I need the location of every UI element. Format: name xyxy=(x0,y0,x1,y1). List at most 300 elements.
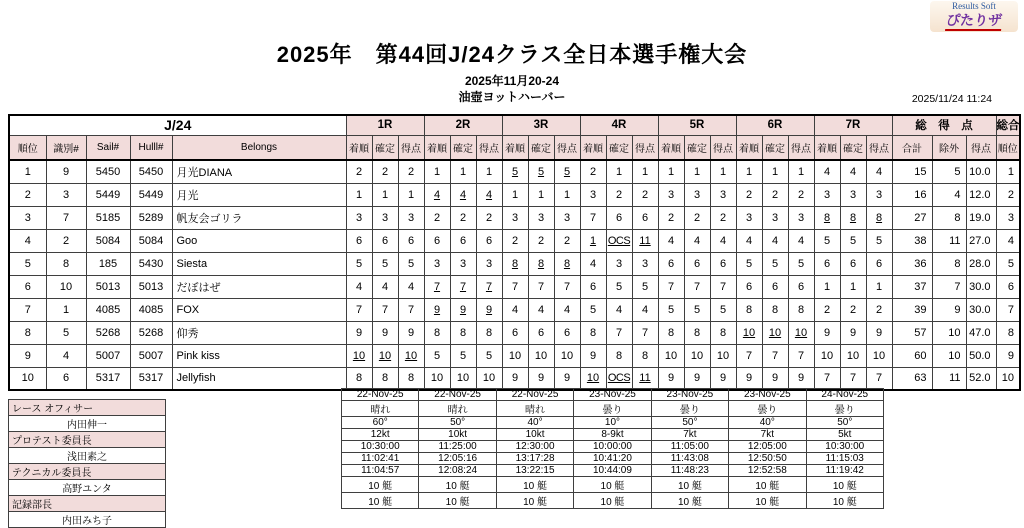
last-finish-cell: 12:08:24 xyxy=(419,465,496,477)
race-subheader-1: 確定 xyxy=(840,135,866,160)
logo-product-text: ぴたりザ xyxy=(945,12,1003,31)
race-7-points: 5 xyxy=(866,229,892,252)
race-5-finish: 1 xyxy=(658,160,684,183)
id-cell: 2 xyxy=(46,229,86,252)
race-2-confirmed: 7 xyxy=(450,275,476,298)
net-points-cell: 52.0 xyxy=(966,367,996,390)
officials-table xyxy=(8,399,166,528)
race-6-points: 10 xyxy=(788,321,814,344)
start-time-cell: 12:30:00 xyxy=(496,441,573,453)
race-2-finish: 6 xyxy=(424,229,450,252)
race-7-points: 8 xyxy=(866,206,892,229)
race-7-finish: 6 xyxy=(814,252,840,275)
race-header-1R: 1R xyxy=(346,115,424,135)
race-3-confirmed: 10 xyxy=(528,344,554,367)
date-cell: 22-Nov-25 xyxy=(419,389,496,401)
sail-cell: 5013 xyxy=(86,275,130,298)
race-2-confirmed: 4 xyxy=(450,183,476,206)
logo-brand-text: Results Soft xyxy=(952,1,996,11)
race-6-confirmed: 1 xyxy=(762,160,788,183)
race-7-confirmed: 1 xyxy=(840,275,866,298)
race-subheader-1: 確定 xyxy=(450,135,476,160)
race-2-finish: 4 xyxy=(424,183,450,206)
race-6-finish: 6 xyxy=(736,275,762,298)
race-3-points: 7 xyxy=(554,275,580,298)
race-2-confirmed: 10 xyxy=(450,367,476,390)
race-1-confirmed: 4 xyxy=(372,275,398,298)
start-time-cell: 12:05:00 xyxy=(729,441,806,453)
race-4-points: 3 xyxy=(632,252,658,275)
race-2-confirmed: 6 xyxy=(450,229,476,252)
race-6-finish: 9 xyxy=(736,367,762,390)
race-3-finish: 3 xyxy=(502,206,528,229)
race-3-confirmed: 6 xyxy=(528,321,554,344)
total-cell: 39 xyxy=(892,298,932,321)
race-7-confirmed: 10 xyxy=(840,344,866,367)
official-name-cell: 高野ユンタ xyxy=(9,480,166,496)
total-cell: 57 xyxy=(892,321,932,344)
overall-rank-cell: 2 xyxy=(996,183,1020,206)
race-7-finish: 8 xyxy=(814,206,840,229)
total-subheader-2: 得点 xyxy=(966,135,996,160)
wind-direction-cell: 10° xyxy=(574,417,651,429)
id-cell: 3 xyxy=(46,183,86,206)
race-1-finish: 2 xyxy=(346,160,372,183)
race-7-points: 3 xyxy=(866,183,892,206)
rank-cell: 1 xyxy=(9,160,46,183)
race-5-finish: 2 xyxy=(658,206,684,229)
weather-cell: 曇り xyxy=(651,401,728,417)
first-finish-cell: 11:02:41 xyxy=(342,453,419,465)
overall-rank-cell: 5 xyxy=(996,252,1020,275)
official-title-row xyxy=(9,432,166,448)
race-subheader-2: 得点 xyxy=(398,135,424,160)
official-title-cell: 記録部長 xyxy=(9,496,166,512)
race-1-confirmed: 3 xyxy=(372,206,398,229)
belongs-cell: 月光 xyxy=(172,183,346,206)
race-4-finish: 8 xyxy=(580,321,606,344)
race-4-points: 4 xyxy=(632,298,658,321)
race-2-points: 9 xyxy=(476,298,502,321)
result-row xyxy=(9,321,1020,344)
race-5-confirmed: 2 xyxy=(684,206,710,229)
weather-cell: 晴れ xyxy=(342,401,419,417)
race-5-points: 10 xyxy=(710,344,736,367)
belongs-cell: 帆友会ゴリラ xyxy=(172,206,346,229)
total-cell: 27 xyxy=(892,206,932,229)
wind-direction-cell: 50° xyxy=(651,417,728,429)
race-6-finish: 5 xyxy=(736,252,762,275)
race-1-points: 5 xyxy=(398,252,424,275)
net-points-cell: 12.0 xyxy=(966,183,996,206)
race-1-confirmed: 7 xyxy=(372,298,398,321)
race-7-confirmed: 2 xyxy=(840,298,866,321)
race-5-finish: 9 xyxy=(658,367,684,390)
rank-cell: 8 xyxy=(9,321,46,344)
total-subheader-1: 除外 xyxy=(932,135,966,160)
race-2-points: 3 xyxy=(476,252,502,275)
race-subheader-2: 得点 xyxy=(788,135,814,160)
race-3-finish: 4 xyxy=(502,298,528,321)
first-finish-cell: 11:43:08 xyxy=(651,453,728,465)
race-7-finish: 4 xyxy=(814,160,840,183)
wind-direction-row xyxy=(342,417,884,429)
finishers-cell: 10 艇 xyxy=(342,493,419,509)
id-cell: 9 xyxy=(46,160,86,183)
official-title-cell: プロテスト委員長 xyxy=(9,432,166,448)
race-7-points: 1 xyxy=(866,275,892,298)
race-4-finish: 7 xyxy=(580,206,606,229)
race-1-confirmed: 10 xyxy=(372,344,398,367)
race-4-finish: 4 xyxy=(580,252,606,275)
race-6-confirmed: 7 xyxy=(762,344,788,367)
date-cell: 22-Nov-25 xyxy=(496,389,573,401)
race-4-confirmed: 7 xyxy=(606,321,632,344)
sail-cell: 5317 xyxy=(86,367,130,390)
race-7-confirmed: 5 xyxy=(840,229,866,252)
result-row xyxy=(9,183,1020,206)
race-3-confirmed: 1 xyxy=(528,183,554,206)
last-finish-cell: 11:19:42 xyxy=(806,465,883,477)
result-row xyxy=(9,160,1020,183)
total-cell: 38 xyxy=(892,229,932,252)
race-3-confirmed: 4 xyxy=(528,298,554,321)
start-time-cell: 10:00:00 xyxy=(574,441,651,453)
race-5-confirmed: 9 xyxy=(684,367,710,390)
race-4-confirmed: OCS xyxy=(606,229,632,252)
results-header-row-2 xyxy=(9,135,1020,160)
overall-rank-cell: 6 xyxy=(996,275,1020,298)
race-1-points: 4 xyxy=(398,275,424,298)
race-5-confirmed: 1 xyxy=(684,160,710,183)
race-6-points: 4 xyxy=(788,229,814,252)
race-2-points: 2 xyxy=(476,206,502,229)
race-5-confirmed: 7 xyxy=(684,275,710,298)
race-3-confirmed: 2 xyxy=(528,229,554,252)
race-1-finish: 7 xyxy=(346,298,372,321)
race-7-finish: 1 xyxy=(814,275,840,298)
race-subheader-0: 着順 xyxy=(658,135,684,160)
hull-cell: 5084 xyxy=(130,229,172,252)
race-1-finish: 9 xyxy=(346,321,372,344)
entries-cell: 10 艇 xyxy=(342,477,419,493)
id-cell: 10 xyxy=(46,275,86,298)
official-name-cell: 浅田素之 xyxy=(9,448,166,464)
excluded-cell: 9 xyxy=(932,298,966,321)
race-header-6R: 6R xyxy=(736,115,814,135)
id-cell: 5 xyxy=(46,321,86,344)
official-title-row xyxy=(9,400,166,416)
race-5-points: 1 xyxy=(710,160,736,183)
entries-row xyxy=(342,477,884,493)
race-subheader-0: 着順 xyxy=(346,135,372,160)
race-4-confirmed: 5 xyxy=(606,275,632,298)
race-6-confirmed: 8 xyxy=(762,298,788,321)
race-7-finish: 10 xyxy=(814,344,840,367)
overall-rank-cell: 1 xyxy=(996,160,1020,183)
weather-row xyxy=(342,401,884,417)
race-2-finish: 2 xyxy=(424,206,450,229)
race-4-confirmed: OCS xyxy=(606,367,632,390)
race-3-confirmed: 3 xyxy=(528,206,554,229)
start-time-cell: 10:30:00 xyxy=(806,441,883,453)
race-4-points: 5 xyxy=(632,275,658,298)
race-1-finish: 10 xyxy=(346,344,372,367)
excluded-cell: 11 xyxy=(932,229,966,252)
race-4-points: 8 xyxy=(632,344,658,367)
date-row xyxy=(342,389,884,401)
race-6-points: 7 xyxy=(788,344,814,367)
race-1-points: 3 xyxy=(398,206,424,229)
hull-cell: 5317 xyxy=(130,367,172,390)
finishers-row xyxy=(342,493,884,509)
race-header-3R: 3R xyxy=(502,115,580,135)
race-1-confirmed: 2 xyxy=(372,160,398,183)
race-7-finish: 5 xyxy=(814,229,840,252)
entries-cell: 10 艇 xyxy=(729,477,806,493)
last-finish-cell: 11:04:57 xyxy=(342,465,419,477)
race-6-confirmed: 2 xyxy=(762,183,788,206)
race-2-points: 5 xyxy=(476,344,502,367)
sail-cell: 5450 xyxy=(86,160,130,183)
race-7-points: 2 xyxy=(866,298,892,321)
race-7-points: 10 xyxy=(866,344,892,367)
id-cell: 7 xyxy=(46,206,86,229)
race-5-finish: 10 xyxy=(658,344,684,367)
start-time-cell: 11:05:00 xyxy=(651,441,728,453)
race-2-finish: 5 xyxy=(424,344,450,367)
race-6-confirmed: 3 xyxy=(762,206,788,229)
excluded-cell: 10 xyxy=(932,321,966,344)
result-row xyxy=(9,298,1020,321)
official-title-cell: テクニカル委員長 xyxy=(9,464,166,480)
race-header-2R: 2R xyxy=(424,115,502,135)
race-7-points: 9 xyxy=(866,321,892,344)
last-finish-cell: 12:52:58 xyxy=(729,465,806,477)
race-5-finish: 5 xyxy=(658,298,684,321)
first-finish-cell: 11:15:03 xyxy=(806,453,883,465)
race-3-points: 1 xyxy=(554,183,580,206)
race-subheader-1: 確定 xyxy=(528,135,554,160)
race-4-points: 2 xyxy=(632,183,658,206)
official-name-row xyxy=(9,416,166,432)
sail-cell: 5185 xyxy=(86,206,130,229)
hull-cell: 5450 xyxy=(130,160,172,183)
race-5-points: 5 xyxy=(710,298,736,321)
race-6-confirmed: 10 xyxy=(762,321,788,344)
total-cell: 36 xyxy=(892,252,932,275)
total-subheader-0: 合計 xyxy=(892,135,932,160)
race-5-points: 6 xyxy=(710,252,736,275)
id-cell: 6 xyxy=(46,367,86,390)
race-1-confirmed: 9 xyxy=(372,321,398,344)
id-cell: 1 xyxy=(46,298,86,321)
race-header-4R: 4R xyxy=(580,115,658,135)
race-5-points: 3 xyxy=(710,183,736,206)
wind-speed-cell: 5kt xyxy=(806,429,883,441)
first-finish-cell: 12:50:50 xyxy=(729,453,806,465)
result-row xyxy=(9,275,1020,298)
belongs-cell: Pink kiss xyxy=(172,344,346,367)
weather-cell: 曇り xyxy=(574,401,651,417)
rank-cell: 2 xyxy=(9,183,46,206)
net-points-cell: 19.0 xyxy=(966,206,996,229)
race-6-points: 1 xyxy=(788,160,814,183)
event-venue: 油壺ヨットハーバー xyxy=(458,90,566,104)
hull-cell: 5449 xyxy=(130,183,172,206)
race-2-finish: 3 xyxy=(424,252,450,275)
total-cell: 15 xyxy=(892,160,932,183)
race-1-finish: 4 xyxy=(346,275,372,298)
net-points-cell: 27.0 xyxy=(966,229,996,252)
race-4-points: 1 xyxy=(632,160,658,183)
race-1-confirmed: 5 xyxy=(372,252,398,275)
weather-cell: 晴れ xyxy=(496,401,573,417)
total-cell: 63 xyxy=(892,367,932,390)
race-4-finish: 5 xyxy=(580,298,606,321)
race-6-confirmed: 5 xyxy=(762,252,788,275)
race-4-finish: 2 xyxy=(580,160,606,183)
race-5-points: 8 xyxy=(710,321,736,344)
race-subheader-2: 得点 xyxy=(866,135,892,160)
sail-cell: 5449 xyxy=(86,183,130,206)
race-7-points: 6 xyxy=(866,252,892,275)
official-name-cell: 内田伸一 xyxy=(9,416,166,432)
race-3-finish: 2 xyxy=(502,229,528,252)
race-4-finish: 9 xyxy=(580,344,606,367)
race-4-confirmed: 3 xyxy=(606,252,632,275)
result-row xyxy=(9,367,1020,390)
results-soft-logo xyxy=(930,1,1018,32)
finishers-cell: 10 艇 xyxy=(651,493,728,509)
race-2-points: 4 xyxy=(476,183,502,206)
race-4-points: 6 xyxy=(632,206,658,229)
first-finish-cell: 10:41:20 xyxy=(574,453,651,465)
race-5-confirmed: 3 xyxy=(684,183,710,206)
race-3-confirmed: 5 xyxy=(528,160,554,183)
results-header-row-1 xyxy=(9,115,1020,135)
finishers-cell: 10 艇 xyxy=(729,493,806,509)
race-6-points: 5 xyxy=(788,252,814,275)
race-7-confirmed: 6 xyxy=(840,252,866,275)
overall-header: 総合 xyxy=(996,115,1020,135)
race-3-confirmed: 8 xyxy=(528,252,554,275)
race-3-finish: 1 xyxy=(502,183,528,206)
wind-direction-cell: 60° xyxy=(342,417,419,429)
official-name-row xyxy=(9,512,166,528)
race-3-finish: 9 xyxy=(502,367,528,390)
wind-direction-cell: 50° xyxy=(806,417,883,429)
net-points-cell: 47.0 xyxy=(966,321,996,344)
race-subheader-1: 確定 xyxy=(606,135,632,160)
sail-cell: 4085 xyxy=(86,298,130,321)
race-2-finish: 10 xyxy=(424,367,450,390)
last-finish-cell: 10:44:09 xyxy=(574,465,651,477)
race-7-confirmed: 7 xyxy=(840,367,866,390)
belongs-cell: 仰秀 xyxy=(172,321,346,344)
race-3-points: 8 xyxy=(554,252,580,275)
race-7-confirmed: 9 xyxy=(840,321,866,344)
last-finish-cell: 11:48:23 xyxy=(651,465,728,477)
race-1-confirmed: 6 xyxy=(372,229,398,252)
weather-cell: 曇り xyxy=(729,401,806,417)
race-1-confirmed: 1 xyxy=(372,183,398,206)
race-subheader-0: 着順 xyxy=(814,135,840,160)
left-header-0: 順位 xyxy=(9,135,46,160)
entries-cell: 10 艇 xyxy=(806,477,883,493)
entries-cell: 10 艇 xyxy=(651,477,728,493)
belongs-cell: FOX xyxy=(172,298,346,321)
entries-cell: 10 艇 xyxy=(419,477,496,493)
race-3-finish: 5 xyxy=(502,160,528,183)
race-4-confirmed: 6 xyxy=(606,206,632,229)
race-1-finish: 5 xyxy=(346,252,372,275)
race-3-points: 9 xyxy=(554,367,580,390)
race-6-confirmed: 6 xyxy=(762,275,788,298)
race-7-finish: 9 xyxy=(814,321,840,344)
race-3-finish: 8 xyxy=(502,252,528,275)
weather-cell: 曇り xyxy=(806,401,883,417)
hull-cell: 5430 xyxy=(130,252,172,275)
race-4-points: 11 xyxy=(632,229,658,252)
race-2-points: 1 xyxy=(476,160,502,183)
race-6-points: 8 xyxy=(788,298,814,321)
race-subheader-2: 得点 xyxy=(554,135,580,160)
race-3-confirmed: 7 xyxy=(528,275,554,298)
belongs-cell: Siesta xyxy=(172,252,346,275)
race-1-points: 9 xyxy=(398,321,424,344)
race-3-finish: 10 xyxy=(502,344,528,367)
date-cell: 23-Nov-25 xyxy=(574,389,651,401)
race-2-points: 8 xyxy=(476,321,502,344)
rank-cell: 6 xyxy=(9,275,46,298)
race-6-confirmed: 4 xyxy=(762,229,788,252)
first-finish-cell: 12:05:16 xyxy=(419,453,496,465)
rank-cell: 10 xyxy=(9,367,46,390)
race-3-points: 2 xyxy=(554,229,580,252)
race-6-finish: 10 xyxy=(736,321,762,344)
official-title-row xyxy=(9,464,166,480)
race-2-confirmed: 2 xyxy=(450,206,476,229)
race-7-points: 7 xyxy=(866,367,892,390)
race-3-points: 5 xyxy=(554,160,580,183)
finishers-cell: 10 艇 xyxy=(574,493,651,509)
race-5-finish: 4 xyxy=(658,229,684,252)
wind-direction-cell: 40° xyxy=(496,417,573,429)
race-subheader-1: 確定 xyxy=(372,135,398,160)
start-time-cell: 11:25:00 xyxy=(419,441,496,453)
net-points-cell: 30.0 xyxy=(966,298,996,321)
race-subheader-0: 着順 xyxy=(736,135,762,160)
hull-cell: 4085 xyxy=(130,298,172,321)
excluded-cell: 8 xyxy=(932,206,966,229)
net-points-cell: 10.0 xyxy=(966,160,996,183)
rank-cell: 3 xyxy=(9,206,46,229)
excluded-cell: 4 xyxy=(932,183,966,206)
race-6-finish: 4 xyxy=(736,229,762,252)
rank-cell: 9 xyxy=(9,344,46,367)
race-3-points: 4 xyxy=(554,298,580,321)
race-4-finish: 10 xyxy=(580,367,606,390)
race-2-finish: 1 xyxy=(424,160,450,183)
wind-speed-cell: 12kt xyxy=(342,429,419,441)
race-7-finish: 3 xyxy=(814,183,840,206)
race-6-points: 9 xyxy=(788,367,814,390)
sail-cell: 185 xyxy=(86,252,130,275)
race-3-confirmed: 9 xyxy=(528,367,554,390)
race-4-confirmed: 2 xyxy=(606,183,632,206)
net-points-cell: 28.0 xyxy=(966,252,996,275)
